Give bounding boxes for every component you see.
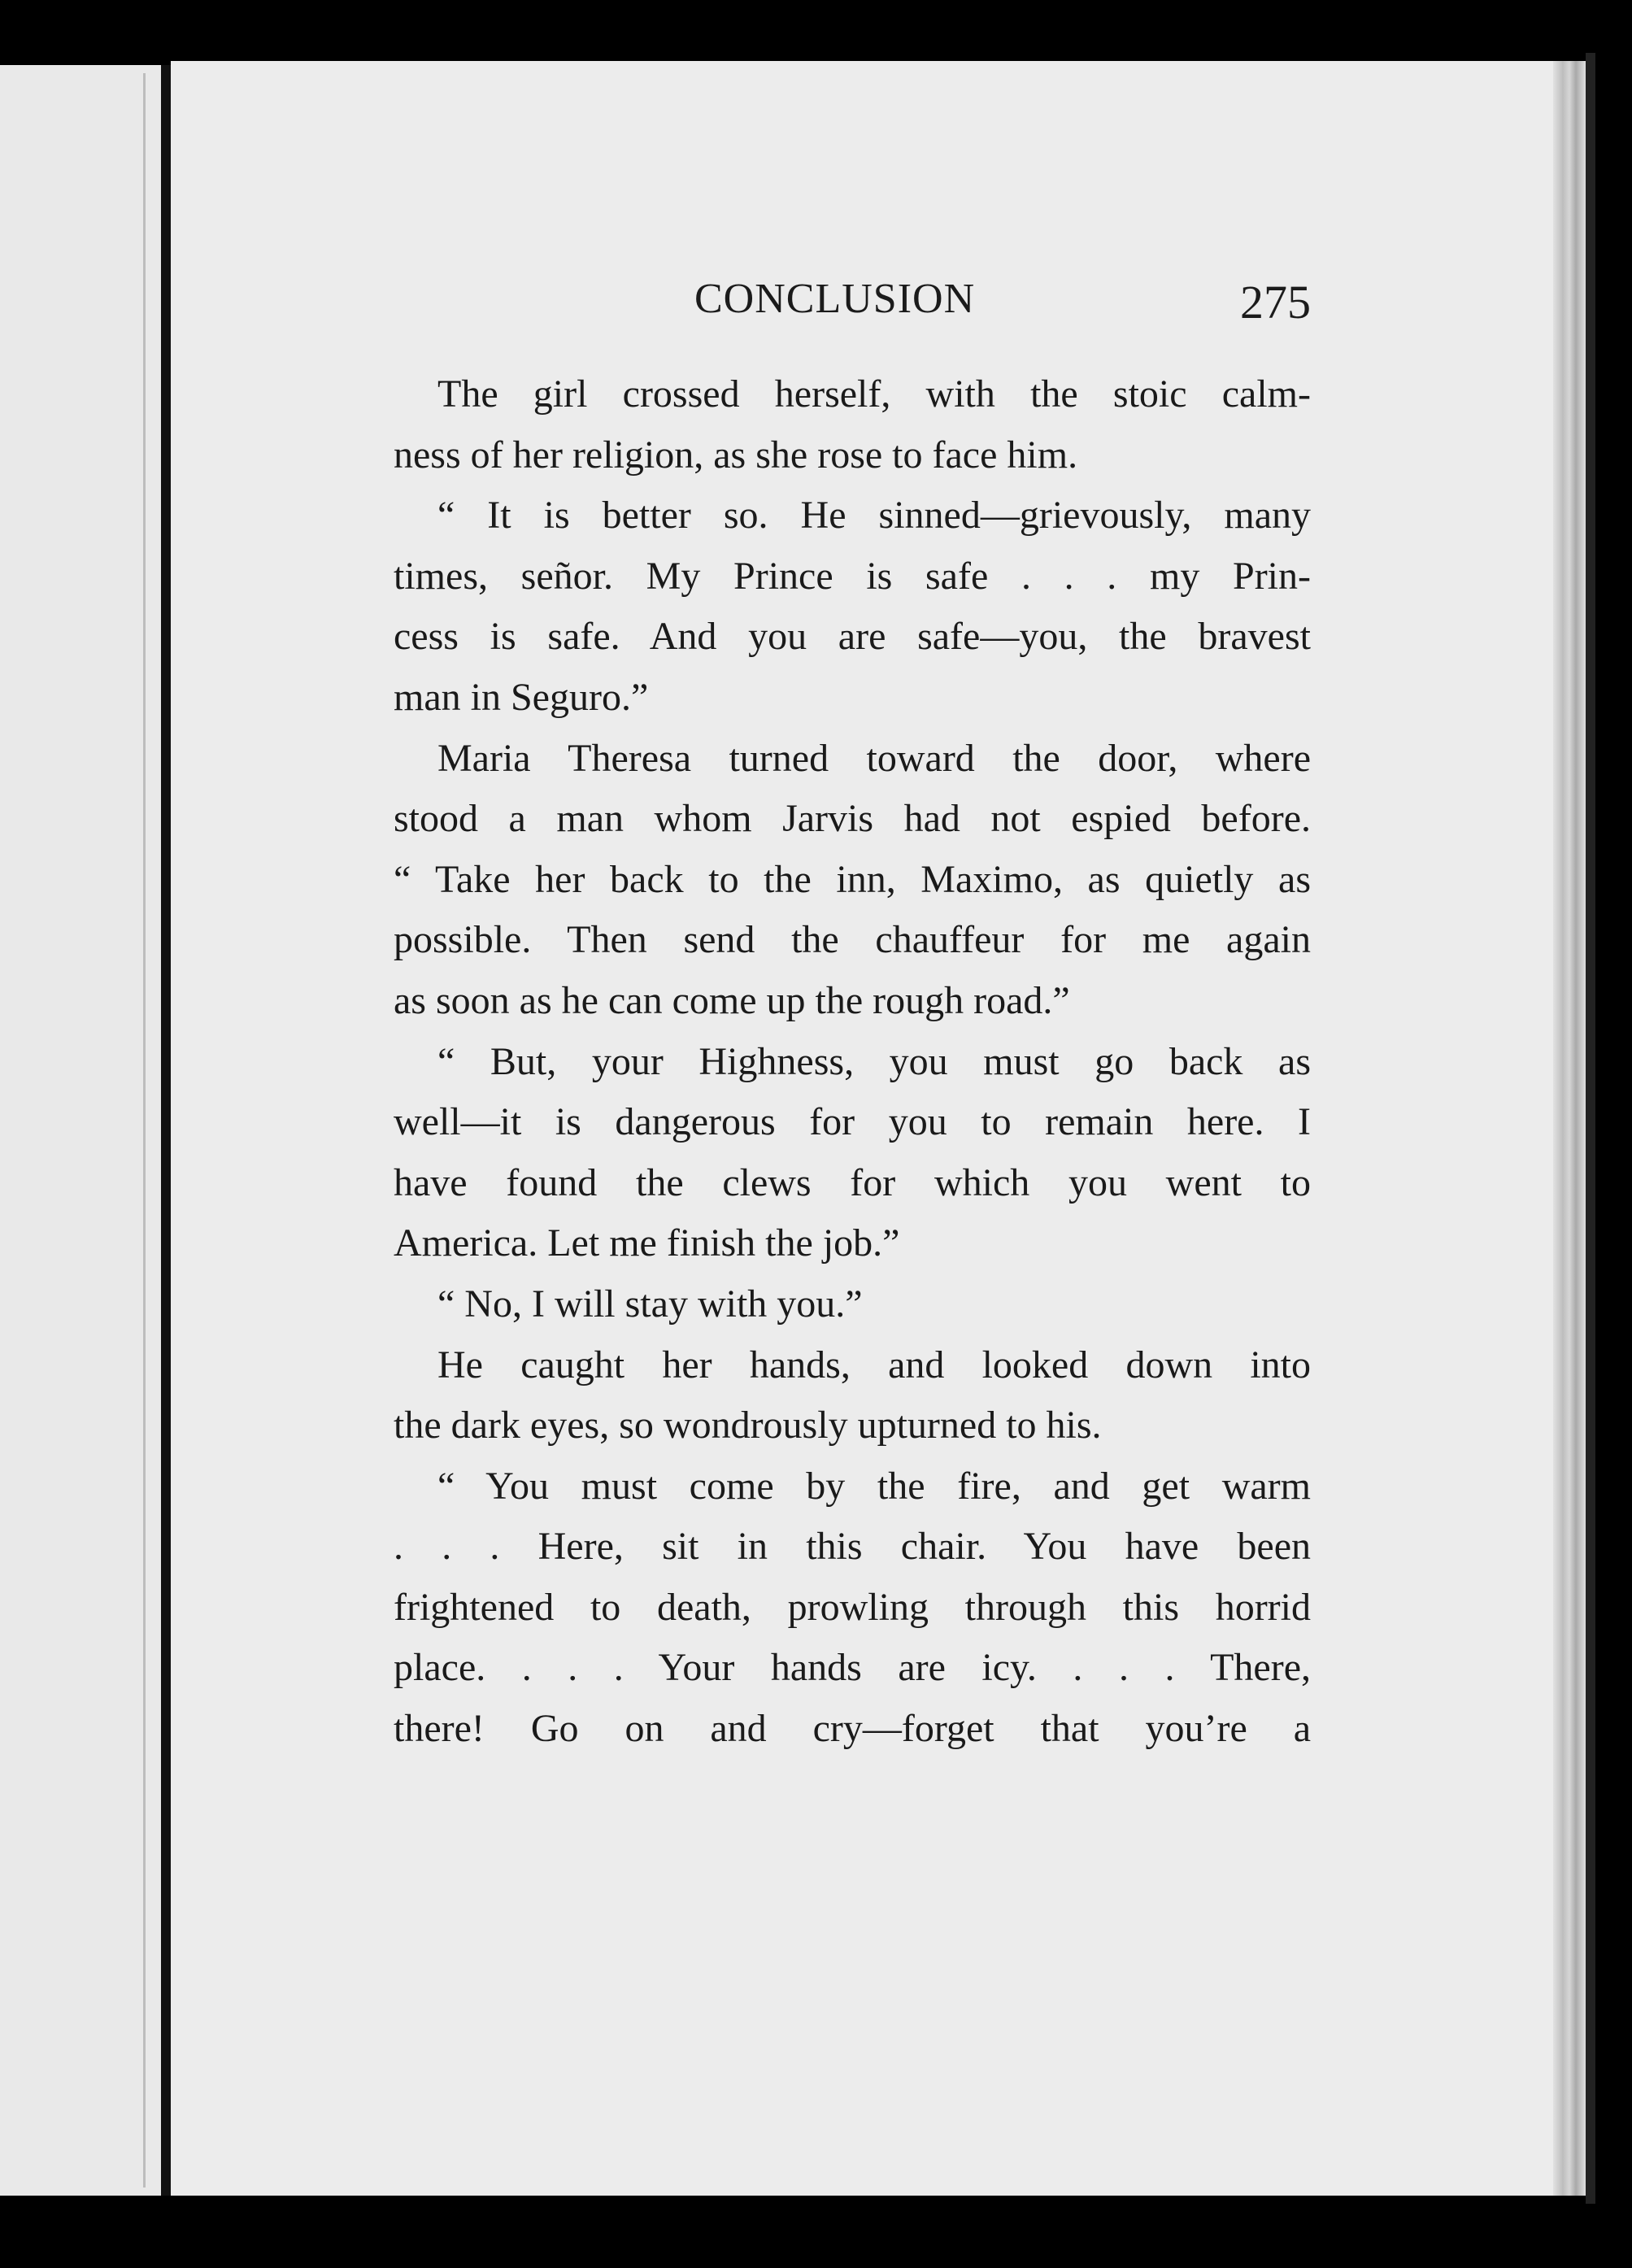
page-number: 275 (1240, 276, 1311, 329)
text-line: times, señor. My Prince is safe . . . my Prin- (394, 554, 1311, 598)
text-line: the dark eyes, so wondrously upturned to his. (394, 1404, 1102, 1447)
text-line: “ No, I will stay with you.” (437, 1282, 863, 1326)
page-shadow (1586, 53, 1595, 2204)
text-line: have found the clews for which you went to (394, 1160, 1311, 1204)
text-line: frightened to death, prowling through this horrid (394, 1585, 1311, 1629)
text-line: well—it is dangerous for you to remain here. I (394, 1100, 1311, 1144)
text-line: there! Go on and cry—forget that you’re a (394, 1707, 1311, 1751)
body-text (394, 364, 1311, 1760)
text-line: stood a man whom Jarvis had not espied before. (394, 797, 1311, 841)
text-line: cess is safe. And you are safe—you, the bravest (394, 615, 1311, 659)
text-line: place. . . . Your hands are icy. . . . There, (394, 1646, 1311, 1690)
page-stack-edge (1553, 61, 1586, 2196)
text-line: possible. Then send the chauffeur for me again (394, 918, 1311, 962)
text-line: as soon as he can come up the rough road.” (394, 978, 1070, 1022)
text-line: America. Let me finish the job.” (394, 1221, 900, 1265)
text-line: Maria Theresa turned toward the door, where (437, 736, 1311, 780)
text-line: He caught her hands, and looked down into (437, 1343, 1311, 1386)
text-line: “ Take her back to the inn, Maximo, as quietly as (394, 857, 1311, 901)
running-head: CONCLUSION (694, 276, 976, 322)
page-header (394, 275, 1311, 336)
text-line: “ But, your Highness, you must go back as (437, 1039, 1311, 1083)
text-line: ness of her religion, as she rose to face him. (394, 433, 1078, 477)
book-spine-edge (161, 65, 171, 2196)
text-line: “ It is better so. He sinned—grievously, many (437, 494, 1311, 538)
text-line: “ You must come by the fire, and get warm (437, 1464, 1311, 1508)
text-line: . . . Here, sit in this chair. You have been (394, 1525, 1311, 1569)
text-line: man in Seguro.” (394, 675, 649, 719)
text-line: The girl crossed herself, with the stoic calm- (437, 372, 1311, 416)
gutter-line (143, 73, 146, 2187)
facing-page (0, 65, 167, 2196)
